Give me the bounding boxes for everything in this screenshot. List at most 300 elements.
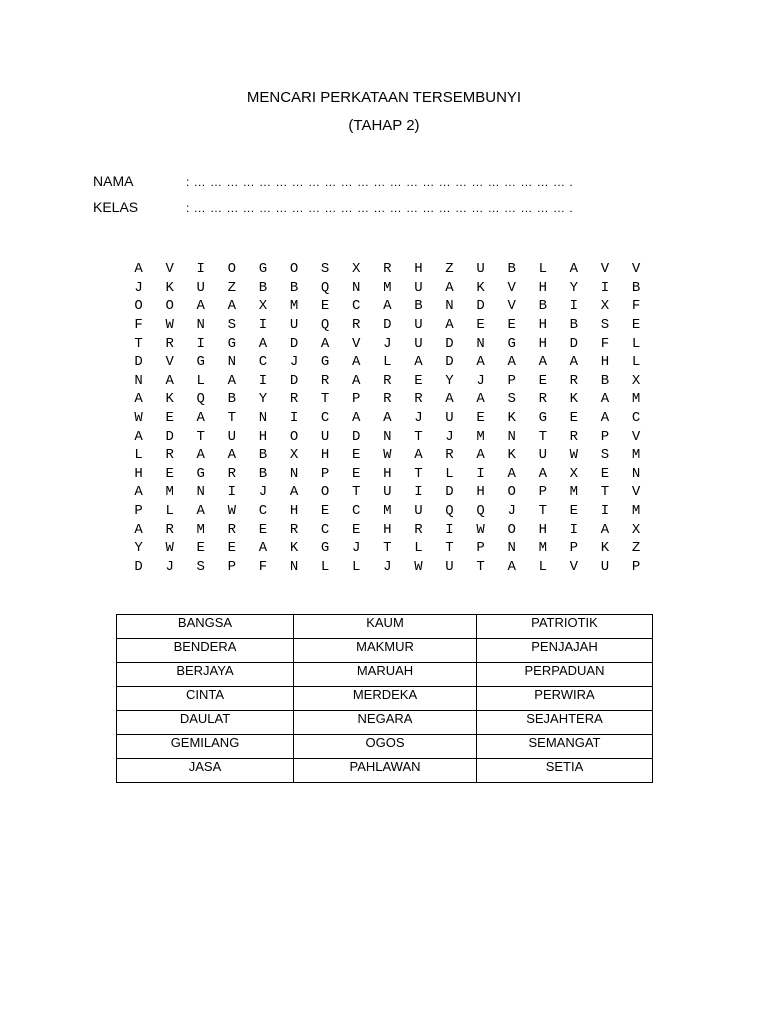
grid-letter: H bbox=[289, 503, 299, 520]
grid-letter: A bbox=[414, 447, 423, 464]
grid-letter: T bbox=[476, 558, 485, 575]
grid-letter: E bbox=[507, 317, 516, 334]
grid-letter: O bbox=[507, 484, 516, 501]
word-cell: SETIA bbox=[477, 759, 653, 783]
grid-letter: P bbox=[227, 558, 237, 575]
grid-letter: L bbox=[383, 354, 392, 371]
grid-letter: E bbox=[258, 521, 268, 538]
word-cell: PENJAJAH bbox=[477, 639, 653, 663]
grid-row bbox=[123, 409, 652, 428]
grid-letter: E bbox=[227, 540, 237, 557]
table-row bbox=[117, 663, 653, 687]
grid-letter: U bbox=[227, 428, 237, 445]
grid-letter: I bbox=[600, 503, 610, 520]
word-cell: DAULAT bbox=[117, 711, 294, 735]
word-cell: PAHLAWAN bbox=[294, 759, 477, 783]
grid-letter: O bbox=[507, 521, 516, 538]
grid-letter: X bbox=[258, 298, 268, 315]
grid-letter: I bbox=[445, 521, 454, 538]
grid-letter: A bbox=[196, 410, 205, 427]
grid-row bbox=[123, 279, 652, 298]
grid-letter: N bbox=[289, 465, 299, 482]
grid-row bbox=[123, 558, 652, 577]
grid-letter: A bbox=[600, 410, 610, 427]
grid-letter: N bbox=[476, 335, 485, 352]
grid-letter: P bbox=[134, 503, 143, 520]
grid-letter: H bbox=[538, 279, 547, 296]
grid-letter: D bbox=[445, 335, 454, 352]
grid-letter: R bbox=[445, 447, 454, 464]
grid-letter: A bbox=[445, 279, 454, 296]
grid-letter: M bbox=[196, 521, 205, 538]
grid-letter: Y bbox=[445, 372, 454, 389]
grid-letter: L bbox=[538, 558, 547, 575]
table-row bbox=[117, 759, 653, 783]
grid-letter: K bbox=[507, 447, 516, 464]
grid-row bbox=[123, 502, 652, 521]
grid-letter: T bbox=[227, 410, 237, 427]
word-cell: BENDERA bbox=[117, 639, 294, 663]
grid-letter: Q bbox=[320, 279, 330, 296]
grid-letter: V bbox=[631, 484, 641, 501]
grid-letter: G bbox=[196, 465, 205, 482]
grid-letter: L bbox=[320, 558, 330, 575]
grid-letter: O bbox=[289, 428, 299, 445]
grid-letter: U bbox=[320, 428, 330, 445]
grid-letter: K bbox=[569, 391, 579, 408]
grid-letter: R bbox=[227, 521, 237, 538]
grid-letter: B bbox=[538, 298, 547, 315]
grid-letter: T bbox=[538, 503, 547, 520]
grid-letter: C bbox=[352, 503, 361, 520]
grid-letter: X bbox=[569, 465, 579, 482]
grid-letter: E bbox=[352, 521, 361, 538]
grid-letter: P bbox=[538, 484, 547, 501]
grid-row bbox=[123, 483, 652, 502]
grid-letter: S bbox=[600, 317, 610, 334]
grid-letter: R bbox=[569, 372, 579, 389]
grid-letter: A bbox=[134, 484, 143, 501]
grid-letter: H bbox=[383, 521, 392, 538]
word-cell: MERDEKA bbox=[294, 687, 477, 711]
grid-letter: O bbox=[289, 261, 299, 278]
grid-letter: N bbox=[352, 279, 361, 296]
grid-letter: A bbox=[507, 465, 516, 482]
grid-letter: O bbox=[227, 261, 237, 278]
grid-letter: A bbox=[258, 335, 268, 352]
grid-letter: U bbox=[476, 261, 485, 278]
grid-letter: E bbox=[352, 447, 361, 464]
grid-letter: D bbox=[383, 317, 392, 334]
grid-letter: K bbox=[165, 391, 174, 408]
grid-row bbox=[123, 390, 652, 409]
grid-letter: L bbox=[165, 503, 174, 520]
grid-letter: W bbox=[227, 503, 237, 520]
grid-letter: T bbox=[414, 465, 423, 482]
grid-letter: H bbox=[414, 261, 423, 278]
grid-letter: R bbox=[320, 372, 330, 389]
grid-letter: H bbox=[258, 428, 268, 445]
grid-letter: X bbox=[600, 298, 610, 315]
grid-letter: D bbox=[569, 335, 579, 352]
grid-letter: E bbox=[165, 465, 174, 482]
grid-letter: G bbox=[320, 354, 330, 371]
grid-letter: G bbox=[196, 354, 205, 371]
grid-letter: D bbox=[289, 372, 299, 389]
kelas-label: KELAS bbox=[93, 199, 139, 215]
grid-letter: U bbox=[414, 335, 423, 352]
grid-letter: J bbox=[383, 335, 392, 352]
grid-letter: H bbox=[538, 521, 547, 538]
grid-letter: R bbox=[289, 521, 299, 538]
grid-letter: F bbox=[600, 335, 610, 352]
grid-letter: S bbox=[227, 317, 237, 334]
grid-letter: A bbox=[383, 410, 392, 427]
grid-letter: D bbox=[445, 484, 454, 501]
grid-letter: A bbox=[165, 372, 174, 389]
grid-letter: V bbox=[165, 354, 174, 371]
grid-letter: J bbox=[476, 372, 485, 389]
grid-row bbox=[123, 297, 652, 316]
grid-letter: H bbox=[320, 447, 330, 464]
grid-letter: U bbox=[538, 447, 547, 464]
grid-letter: T bbox=[352, 484, 361, 501]
grid-letter: I bbox=[196, 261, 205, 278]
grid-letter: B bbox=[414, 298, 423, 315]
grid-letter: P bbox=[600, 428, 610, 445]
grid-letter: M bbox=[165, 484, 174, 501]
grid-letter: J bbox=[134, 279, 143, 296]
grid-letter: I bbox=[258, 317, 268, 334]
grid-letter: R bbox=[227, 465, 237, 482]
grid-letter: E bbox=[320, 298, 330, 315]
grid-letter: W bbox=[165, 540, 174, 557]
grid-letter: N bbox=[631, 465, 641, 482]
word-cell: NEGARA bbox=[294, 711, 477, 735]
grid-letter: R bbox=[569, 428, 579, 445]
grid-letter: R bbox=[289, 391, 299, 408]
grid-letter: R bbox=[414, 391, 423, 408]
grid-letter: R bbox=[383, 372, 392, 389]
grid-letter: F bbox=[134, 317, 143, 334]
grid-letter: P bbox=[569, 540, 579, 557]
grid-row bbox=[123, 465, 652, 484]
grid-letter: J bbox=[383, 558, 392, 575]
grid-letter: U bbox=[445, 410, 454, 427]
grid-letter: A bbox=[134, 428, 143, 445]
word-cell: BERJAYA bbox=[117, 663, 294, 687]
grid-letter: Y bbox=[134, 540, 143, 557]
grid-letter: V bbox=[631, 261, 641, 278]
grid-letter: M bbox=[383, 279, 392, 296]
grid-letter: D bbox=[289, 335, 299, 352]
grid-letter: I bbox=[476, 465, 485, 482]
grid-letter: A bbox=[134, 521, 143, 538]
word-list-table bbox=[116, 614, 653, 783]
worksheet-title: MENCARI PERKATAAN TERSEMBUNYI bbox=[246, 89, 522, 106]
grid-letter: S bbox=[196, 558, 205, 575]
grid-letter: A bbox=[289, 484, 299, 501]
grid-letter: W bbox=[165, 317, 174, 334]
nama-label: NAMA bbox=[93, 173, 134, 189]
grid-letter: B bbox=[631, 279, 641, 296]
grid-letter: J bbox=[414, 410, 423, 427]
worksheet-subtitle: (TAHAP 2) bbox=[348, 117, 420, 134]
word-cell: CINTA bbox=[117, 687, 294, 711]
grid-letter: A bbox=[227, 372, 237, 389]
word-cell: MAKMUR bbox=[294, 639, 477, 663]
grid-letter: E bbox=[165, 410, 174, 427]
grid-letter: L bbox=[414, 540, 423, 557]
grid-letter: C bbox=[258, 354, 268, 371]
grid-letter: W bbox=[134, 410, 143, 427]
grid-row bbox=[123, 446, 652, 465]
grid-letter: N bbox=[196, 484, 205, 501]
grid-letter: V bbox=[352, 335, 361, 352]
grid-letter: R bbox=[383, 391, 392, 408]
grid-row bbox=[123, 520, 652, 539]
grid-letter: M bbox=[631, 503, 641, 520]
grid-letter: I bbox=[227, 484, 237, 501]
grid-letter: G bbox=[507, 335, 516, 352]
grid-letter: U bbox=[383, 484, 392, 501]
grid-letter: M bbox=[383, 503, 392, 520]
table-row bbox=[117, 711, 653, 735]
grid-letter: D bbox=[165, 428, 174, 445]
grid-letter: N bbox=[134, 372, 143, 389]
grid-row bbox=[123, 316, 652, 335]
grid-row bbox=[123, 427, 652, 446]
grid-letter: Q bbox=[320, 317, 330, 334]
grid-letter: V bbox=[600, 261, 610, 278]
grid-letter: B bbox=[258, 447, 268, 464]
grid-letter: Y bbox=[258, 391, 268, 408]
grid-letter: N bbox=[507, 540, 516, 557]
grid-row bbox=[123, 372, 652, 391]
grid-letter: E bbox=[414, 372, 423, 389]
word-cell: GEMILANG bbox=[117, 735, 294, 759]
grid-letter: U bbox=[445, 558, 454, 575]
grid-letter: G bbox=[538, 410, 547, 427]
grid-letter: K bbox=[289, 540, 299, 557]
grid-letter: Q bbox=[476, 503, 485, 520]
grid-letter: J bbox=[289, 354, 299, 371]
grid-letter: K bbox=[600, 540, 610, 557]
grid-letter: A bbox=[227, 298, 237, 315]
grid-letter: G bbox=[320, 540, 330, 557]
grid-letter: F bbox=[631, 298, 641, 315]
grid-letter: I bbox=[289, 410, 299, 427]
grid-letter: L bbox=[352, 558, 361, 575]
grid-letter: A bbox=[352, 354, 361, 371]
grid-letter: A bbox=[569, 354, 579, 371]
grid-letter: R bbox=[165, 447, 174, 464]
grid-letter: A bbox=[476, 391, 485, 408]
grid-letter: A bbox=[352, 372, 361, 389]
grid-letter: W bbox=[383, 447, 392, 464]
grid-letter: H bbox=[538, 317, 547, 334]
grid-letter: C bbox=[258, 503, 268, 520]
grid-letter: A bbox=[538, 465, 547, 482]
grid-letter: B bbox=[227, 391, 237, 408]
grid-letter: V bbox=[631, 428, 641, 445]
grid-letter: A bbox=[445, 317, 454, 334]
grid-letter: B bbox=[258, 465, 268, 482]
grid-letter: T bbox=[538, 428, 547, 445]
grid-letter: A bbox=[476, 447, 485, 464]
word-cell: OGOS bbox=[294, 735, 477, 759]
grid-letter: E bbox=[631, 317, 641, 334]
grid-letter: I bbox=[569, 298, 579, 315]
grid-row bbox=[123, 539, 652, 558]
grid-letter: X bbox=[289, 447, 299, 464]
grid-letter: R bbox=[383, 261, 392, 278]
grid-letter: S bbox=[320, 261, 330, 278]
grid-letter: J bbox=[352, 540, 361, 557]
grid-letter: U bbox=[414, 503, 423, 520]
kelas-field: : … … … … … … … … … … … … … … … … … … … … … … … . bbox=[186, 201, 574, 215]
word-cell: PATRIOTIK bbox=[477, 615, 653, 639]
grid-letter: O bbox=[320, 484, 330, 501]
grid-letter: R bbox=[165, 335, 174, 352]
grid-letter: M bbox=[631, 447, 641, 464]
grid-letter: L bbox=[538, 261, 547, 278]
grid-letter: A bbox=[134, 261, 143, 278]
grid-letter: A bbox=[414, 354, 423, 371]
grid-letter: B bbox=[600, 372, 610, 389]
table-row bbox=[117, 735, 653, 759]
word-cell: KAUM bbox=[294, 615, 477, 639]
grid-letter: T bbox=[445, 540, 454, 557]
grid-letter: S bbox=[507, 391, 516, 408]
grid-letter: B bbox=[507, 261, 516, 278]
grid-letter: Z bbox=[631, 540, 641, 557]
grid-letter: W bbox=[414, 558, 423, 575]
grid-letter: O bbox=[134, 298, 143, 315]
grid-letter: U bbox=[289, 317, 299, 334]
grid-letter: V bbox=[507, 298, 516, 315]
grid-letter: S bbox=[600, 447, 610, 464]
grid-letter: V bbox=[507, 279, 516, 296]
grid-letter: T bbox=[134, 335, 143, 352]
grid-letter: N bbox=[445, 298, 454, 315]
grid-letter: B bbox=[289, 279, 299, 296]
grid-letter: M bbox=[631, 391, 641, 408]
grid-letter: M bbox=[476, 428, 485, 445]
grid-letter: E bbox=[352, 465, 361, 482]
grid-letter: R bbox=[165, 521, 174, 538]
grid-letter: T bbox=[414, 428, 423, 445]
grid-letter: B bbox=[569, 317, 579, 334]
grid-letter: P bbox=[476, 540, 485, 557]
grid-letter: R bbox=[538, 391, 547, 408]
grid-letter: N bbox=[383, 428, 392, 445]
grid-letter: L bbox=[445, 465, 454, 482]
grid-letter: H bbox=[476, 484, 485, 501]
grid-letter: M bbox=[538, 540, 547, 557]
grid-letter: A bbox=[600, 521, 610, 538]
grid-letter: J bbox=[258, 484, 268, 501]
grid-letter: Y bbox=[569, 279, 579, 296]
grid-letter: A bbox=[134, 391, 143, 408]
grid-letter: D bbox=[476, 298, 485, 315]
grid-letter: N bbox=[227, 354, 237, 371]
grid-letter: U bbox=[196, 279, 205, 296]
grid-letter: I bbox=[414, 484, 423, 501]
grid-letter: H bbox=[538, 335, 547, 352]
grid-letter: L bbox=[631, 354, 641, 371]
grid-letter: A bbox=[507, 558, 516, 575]
grid-letter: N bbox=[507, 428, 516, 445]
word-cell: PERPADUAN bbox=[477, 663, 653, 687]
grid-letter: L bbox=[631, 335, 641, 352]
grid-letter: H bbox=[134, 465, 143, 482]
grid-letter: C bbox=[320, 521, 330, 538]
grid-letter: H bbox=[383, 465, 392, 482]
grid-letter: I bbox=[569, 521, 579, 538]
grid-letter: P bbox=[352, 391, 361, 408]
grid-letter: L bbox=[196, 372, 205, 389]
grid-letter: T bbox=[320, 391, 330, 408]
grid-letter: A bbox=[320, 335, 330, 352]
grid-letter: G bbox=[227, 335, 237, 352]
grid-letter: E bbox=[476, 410, 485, 427]
grid-letter: W bbox=[569, 447, 579, 464]
grid-letter: E bbox=[196, 540, 205, 557]
grid-letter: B bbox=[258, 279, 268, 296]
grid-letter: V bbox=[569, 558, 579, 575]
grid-letter: A bbox=[600, 391, 610, 408]
grid-letter: A bbox=[196, 503, 205, 520]
grid-letter: P bbox=[507, 372, 516, 389]
grid-letter: J bbox=[165, 558, 174, 575]
grid-letter: A bbox=[383, 298, 392, 315]
table-row bbox=[117, 687, 653, 711]
grid-letter: E bbox=[476, 317, 485, 334]
grid-letter: C bbox=[320, 410, 330, 427]
grid-letter: F bbox=[258, 558, 268, 575]
grid-letter: Z bbox=[445, 261, 454, 278]
grid-letter: D bbox=[352, 428, 361, 445]
grid-letter: N bbox=[196, 317, 205, 334]
grid-letter: O bbox=[165, 298, 174, 315]
grid-letter: H bbox=[600, 354, 610, 371]
grid-letter: I bbox=[196, 335, 205, 352]
nama-field: : … … … … … … … … … … … … … … … … … … … … … … … . bbox=[186, 175, 574, 189]
grid-letter: U bbox=[600, 558, 610, 575]
grid-letter: K bbox=[165, 279, 174, 296]
grid-letter: W bbox=[476, 521, 485, 538]
grid-letter: E bbox=[569, 410, 579, 427]
grid-letter: E bbox=[538, 372, 547, 389]
grid-letter: M bbox=[569, 484, 579, 501]
grid-letter: P bbox=[631, 558, 641, 575]
grid-letter: J bbox=[507, 503, 516, 520]
grid-letter: J bbox=[445, 428, 454, 445]
grid-letter: D bbox=[445, 354, 454, 371]
word-cell: SEJAHTERA bbox=[477, 711, 653, 735]
grid-letter: E bbox=[600, 465, 610, 482]
grid-letter: A bbox=[196, 447, 205, 464]
grid-row bbox=[123, 334, 652, 353]
grid-letter: R bbox=[352, 317, 361, 334]
grid-letter: A bbox=[196, 298, 205, 315]
grid-letter: X bbox=[352, 261, 361, 278]
grid-letter: M bbox=[289, 298, 299, 315]
grid-letter: G bbox=[258, 261, 268, 278]
grid-letter: A bbox=[538, 354, 547, 371]
word-cell: JASA bbox=[117, 759, 294, 783]
